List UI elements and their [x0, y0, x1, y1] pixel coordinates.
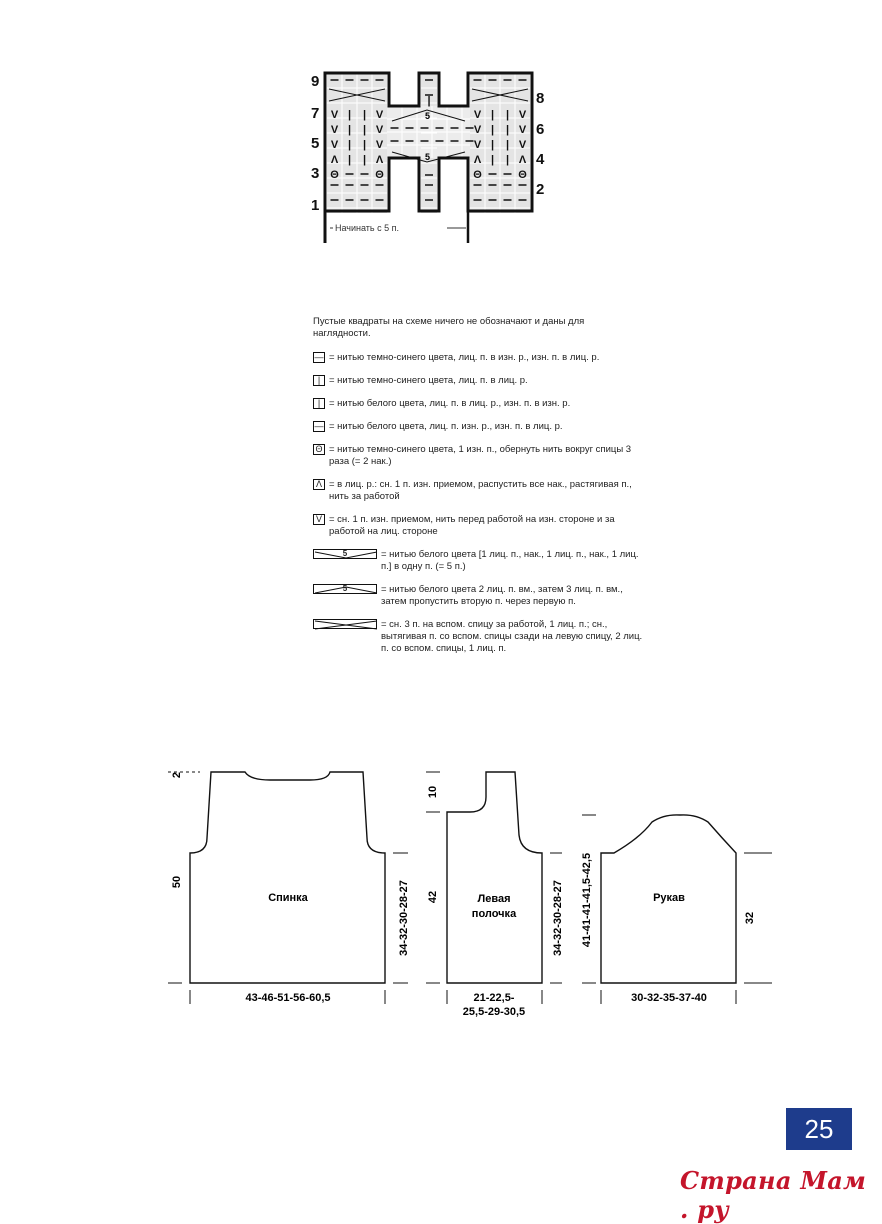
bar-stitch: | — [347, 109, 352, 121]
legend-intro: Пустые квадраты на схеме ничего не обозначают и даны для наглядности. — [313, 316, 585, 339]
bar-stitch: | — [347, 124, 352, 136]
bar-stitch: | — [347, 154, 352, 166]
row-number-2: 2 — [536, 181, 545, 198]
theta-stitch: Θ — [473, 169, 482, 181]
bar-stitch: | — [362, 154, 367, 166]
stitch-chart — [311, 73, 545, 243]
legend-text: = нитью белого цвета, лиц. п. изн. р., изн. п. в лиц. р. — [329, 421, 563, 432]
bar-stitch: | — [362, 139, 367, 151]
legend-text: = нитью темно-синего цвета, лиц. п. в лиц. р. — [329, 375, 528, 386]
vee-stitch: V — [518, 109, 527, 121]
legend-text: = нитью белого цвета, лиц. п. в лиц. р., изн. п. в изн. р. — [329, 398, 571, 409]
theta-stitch: Θ — [518, 169, 527, 181]
front-label-line2: полочка — [471, 908, 517, 920]
legend-symbol-theta-icon: Θ — [313, 444, 325, 455]
sleeve-label: Рукав — [653, 892, 685, 904]
legend-symbol-cross-icon — [313, 619, 377, 629]
vee-stitch: V — [330, 124, 339, 136]
bar-stitch: | — [490, 139, 495, 151]
back-height: 34-32-30-28-27 — [398, 880, 410, 956]
row-number-9: 9 — [311, 73, 320, 90]
page-number: 25 — [786, 1108, 852, 1150]
legend-text: = нитью белого цвета [1 лиц. п., нак., 1 лиц. п., нак., 1 лиц. п.] в одну п. (= 5 п.) — [381, 549, 639, 572]
legend-item-white-dash — [313, 421, 643, 433]
caret-stitch: Λ — [473, 154, 482, 166]
vee-stitch: V — [375, 124, 384, 136]
legend-symbol-dec5-icon: 5 — [313, 584, 377, 594]
vee-stitch: V — [375, 109, 384, 121]
back-total-height: 50 — [171, 875, 183, 889]
row-number-8: 8 — [536, 90, 545, 107]
legend-symbol-white-dash-icon: — — [314, 421, 324, 431]
sleeve-schematic — [581, 815, 772, 1004]
legend-item-navy-bar — [313, 375, 643, 387]
vee-stitch: V — [375, 139, 384, 151]
vee-stitch: V — [473, 124, 482, 136]
vee-stitch: V — [330, 109, 339, 121]
legend — [313, 316, 643, 666]
cable-count-bottom: 5 — [425, 152, 431, 162]
vee-stitch: V — [473, 139, 482, 151]
bar-stitch: | — [490, 109, 495, 121]
bar-stitch: | — [427, 95, 431, 107]
bar-stitch: | — [505, 124, 510, 136]
legend-symbol-white-bar-icon: | — [313, 398, 325, 409]
legend-text: = нитью белого цвета 2 лиц. п. вм., затем 3 лиц. п. вм., затем пропустить вторую п. через первую п. — [381, 584, 623, 607]
back-outline — [190, 772, 385, 983]
start-label: Начинать с 5 п. — [335, 223, 399, 233]
caret-stitch: Λ — [518, 154, 527, 166]
legend-item-cross — [313, 619, 643, 655]
row-number-6: 6 — [536, 121, 545, 138]
legend-item-inc5 — [313, 549, 643, 573]
legend-item-vee — [313, 514, 643, 538]
back-top-measure: 2 — [171, 771, 183, 779]
bar-stitch: | — [362, 109, 367, 121]
row-number-1: 1 — [311, 197, 320, 214]
bar-stitch: | — [505, 139, 510, 151]
sleeve-cap-measure: 41-41-41-41,5-42,5 — [581, 852, 593, 948]
left-front-outline — [447, 772, 542, 983]
legend-symbol-navy-bar-icon: | — [313, 375, 325, 386]
back-schematic — [168, 772, 410, 1004]
row-number-4: 4 — [536, 151, 545, 168]
back-width: 43-46-51-56-60,5 — [245, 992, 331, 1004]
front-width-line2: 25,5-29-30,5 — [462, 1006, 526, 1018]
vee-stitch: V — [518, 124, 527, 136]
row-number-7: 7 — [311, 105, 320, 122]
legend-text: = сн. 1 п. изн. приемом, нить перед работой на изн. стороне и за работой на лиц. стороне — [329, 514, 615, 537]
front-top-measure: 10 — [427, 785, 439, 799]
bar-stitch: | — [362, 124, 367, 136]
bar-stitch: | — [505, 154, 510, 166]
legend-item-theta — [313, 444, 643, 468]
legend-item-dec5 — [313, 584, 643, 608]
watermark-logo: Страна Мам . ру — [680, 1166, 867, 1224]
legend-symbol-inc5-icon: 5 — [313, 549, 377, 559]
left-front-schematic — [426, 772, 564, 1018]
caret-stitch: Λ — [375, 154, 384, 166]
front-height: 34-32-30-28-27 — [552, 880, 564, 956]
back-label: Спинка — [268, 892, 308, 904]
row-number-5: 5 — [311, 135, 320, 152]
legend-text: = сн. 3 п. на вспом. спицу за работой, 1 лиц. п.; сн., вытягивая п. со вспом. спицы сзади на левую спицу, 2 лиц. п. со вспом. спицы, 1 лиц. п. — [381, 619, 643, 654]
legend-symbol-caret-icon: Λ — [313, 479, 325, 490]
vee-stitch: V — [518, 139, 527, 151]
legend-items — [313, 352, 643, 655]
vee-stitch: V — [473, 109, 482, 121]
legend-item-white-bar — [313, 398, 643, 410]
theta-stitch: Θ — [375, 169, 384, 181]
legend-item-caret — [313, 479, 643, 503]
bar-stitch: | — [490, 154, 495, 166]
legend-text: = нитью темно-синего цвета, лиц. п. в изн. р., изн. п. в лиц. р. — [329, 352, 600, 363]
legend-text: = нитью темно-синего цвета, 1 изн. п., обернуть нить вокруг спицы 3 раза (= 2 нак.) — [329, 444, 632, 467]
legend-item-navy-dash — [313, 352, 643, 364]
legend-symbol-vee-icon: V — [313, 514, 325, 525]
front-label-line1: Левая — [477, 893, 511, 905]
sleeve-height: 32 — [744, 911, 756, 925]
front-width-line1: 21-22,5- — [473, 992, 515, 1004]
caret-stitch: Λ — [330, 154, 339, 166]
legend-text: = в лиц. р.: сн. 1 п. изн. приемом, распустить все нак., растягивая п., нить за работой — [329, 479, 632, 502]
cable-count-top: 5 — [425, 111, 431, 121]
bar-stitch: | — [347, 139, 352, 151]
front-total-height: 42 — [427, 890, 439, 904]
bar-stitch: | — [490, 124, 495, 136]
sleeve-width: 30-32-35-37-40 — [631, 992, 707, 1004]
row-number-3: 3 — [311, 165, 320, 182]
vee-stitch: V — [330, 139, 339, 151]
bar-stitch: | — [505, 109, 510, 121]
legend-symbol-navy-dash-icon: — — [314, 352, 324, 362]
theta-stitch: Θ — [330, 169, 339, 181]
